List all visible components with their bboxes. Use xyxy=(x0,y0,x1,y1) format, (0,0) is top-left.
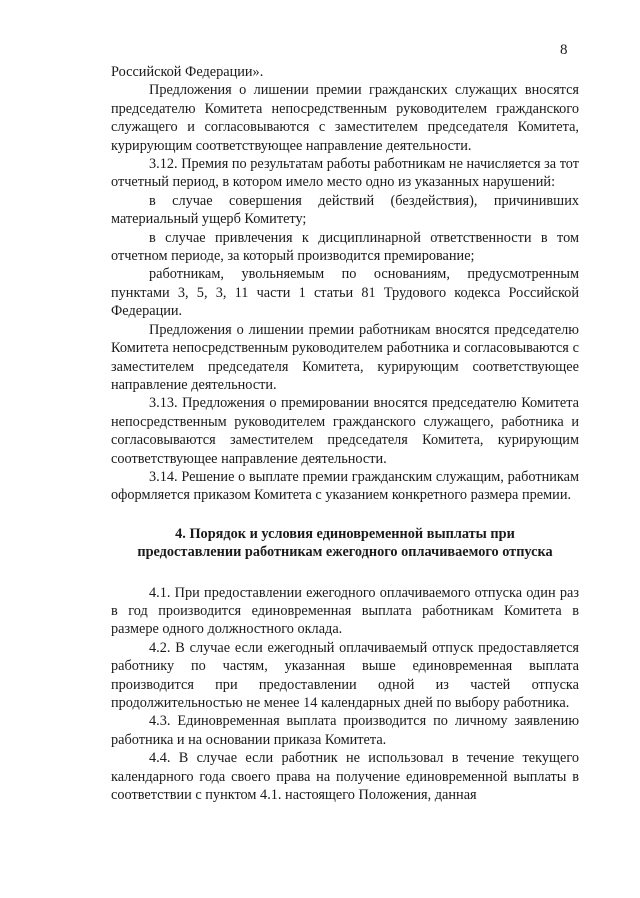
paragraph: работникам, увольняемым по основаниям, предусмотренным пунктами 3, 5, 3, 11 части 1 статьи 81 Трудового кодекса Российской Федерации. xyxy=(111,266,579,320)
paragraph: 3.14. Решение о выплате премии гражданским служащим, работникам оформляется приказом Комитета с указанием конкретного размера премии. xyxy=(111,468,579,504)
paragraph: Предложения о лишении премии гражданских служащих вносятся председателю Комитета непосредственным руководителем гражданского служащего и согласовываются с заместителем председателя Комитета, курирующим соответствующее направление деятельности. xyxy=(111,82,579,154)
paragraph: 4.2. В случае если ежегодный оплачиваемый отпуск предоставляется работнику по частям, указанная выше единовременная выплата производится при предоставлении одной из частей отпуска продолжительностью не менее 14 календарных дней по выбору работника. xyxy=(111,639,579,711)
paragraph: в случае совершения действий (бездействия), причинивших материальный ущерб Комитету; xyxy=(111,192,579,228)
section-heading xyxy=(111,525,579,562)
paragraph: 3.13. Предложения о премировании вносятся председателю Комитета непосредственным руководителем гражданского служащего, работника и согласовываются заместителем председателя Комитета, курирующим соответствующее направление деятельности. xyxy=(111,395,579,467)
section-heading-line: предоставлении работникам ежегодного оплачиваемого отпуска xyxy=(137,544,553,561)
paragraph: 4.4. В случае если работник не использовал в течение текущего календарного года своего права на получение единовременной выплаты в соответствии с пунктом 4.1. настоящего Положения, данная xyxy=(111,750,579,804)
paragraph: Российской Федерации». xyxy=(111,64,264,80)
paragraph: 4.1. При предоставлении ежегодного оплачиваемого отпуска один раз в год производится единовременная выплата работникам Комитета в размере одного должностного оклада. xyxy=(111,584,579,638)
document-body xyxy=(111,63,579,804)
paragraph: в случае привлечения к дисциплинарной ответственности в том отчетном периоде, за который производится премирование; xyxy=(111,229,579,265)
paragraph: 3.12. Премия по результатам работы работникам не начисляется за тот отчетный период, в котором имело место одно из указанных нарушений: xyxy=(111,156,579,191)
page-number: 8 xyxy=(560,42,568,58)
paragraph: 4.3. Единовременная выплата производится по личному заявлению работника и на основании приказа Комитета. xyxy=(111,713,579,748)
section-heading-line: 4. Порядок и условия единовременной выплаты при xyxy=(175,525,515,542)
paragraph: Предложения о лишении премии работникам вносятся председателю Комитета непосредственным руководителем работника и согласовываются с заместителем председателя Комитета, курирующим соответствующее направление деятельности. xyxy=(111,321,579,393)
